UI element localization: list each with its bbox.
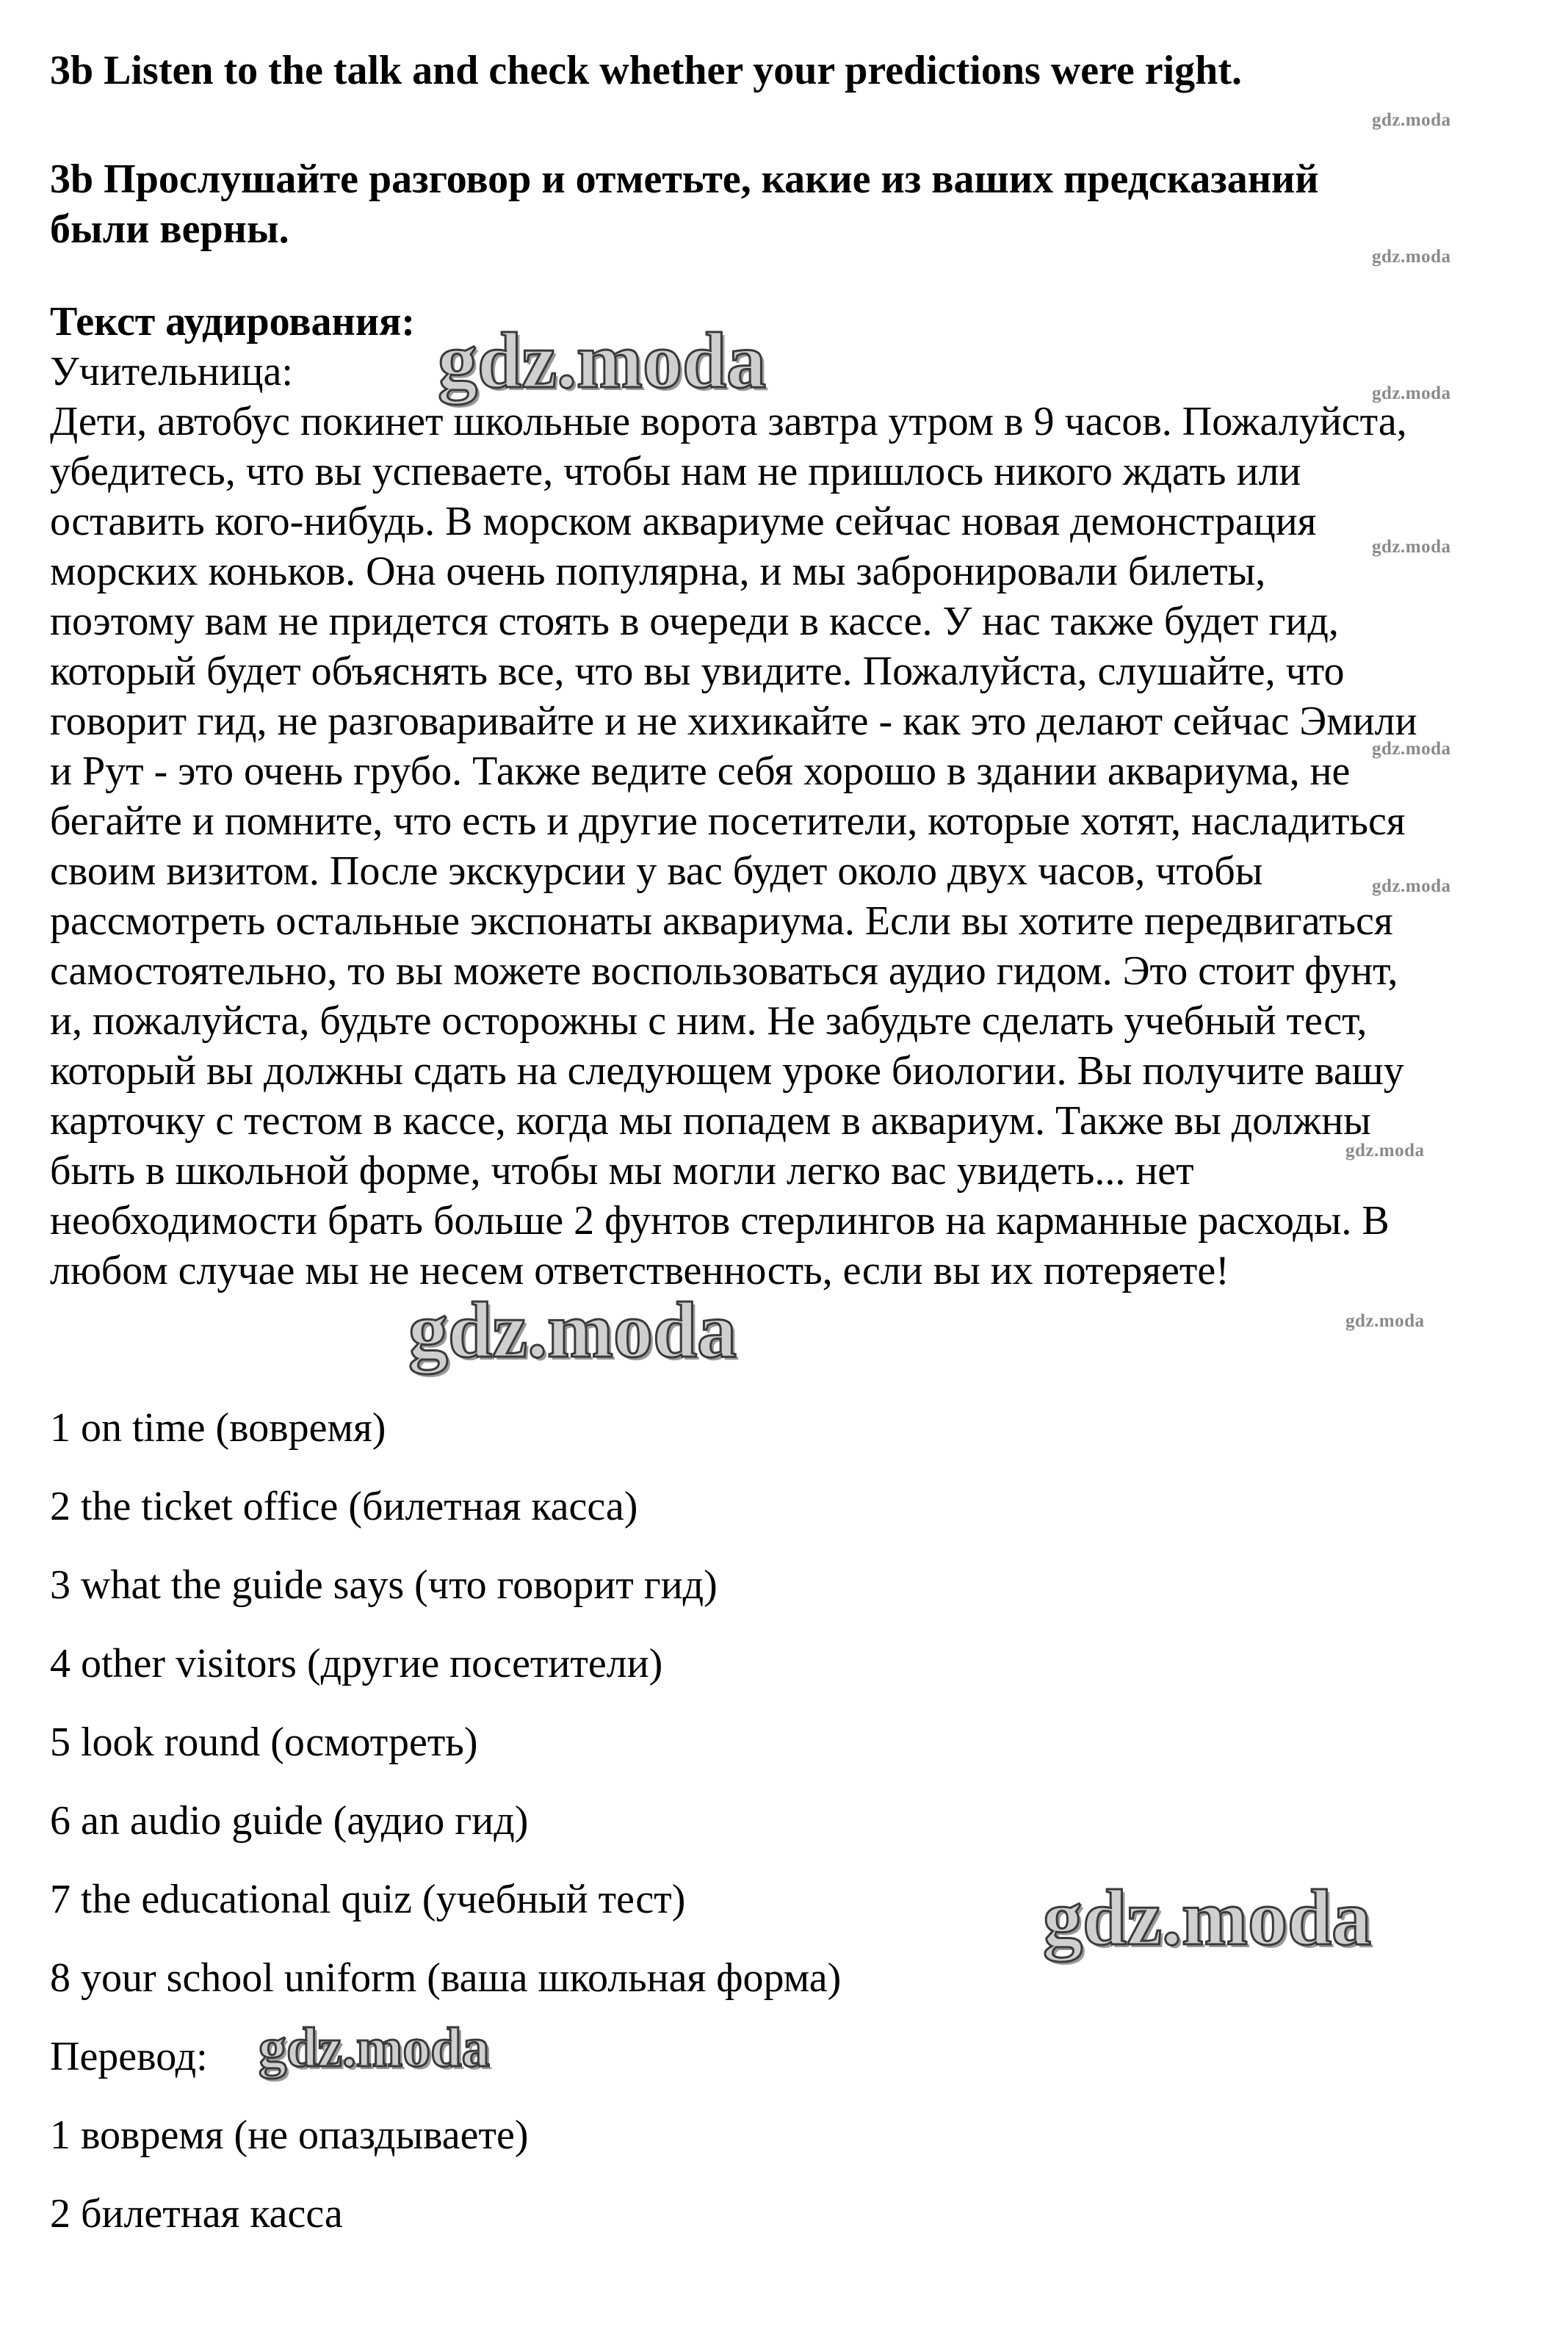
watermark-small: gdz.moda bbox=[1345, 1311, 1425, 1331]
watermark-large: gdz.moda bbox=[259, 2017, 490, 2079]
answer-item-2: 2 the ticket office (билетная касса) bbox=[50, 1484, 638, 1529]
heading-english: 3b Listen to the talk and check whether your predictions were right. bbox=[50, 48, 1242, 93]
answer-item-7: 7 the educational quiz (учебный тест) bbox=[50, 1877, 686, 1922]
transcript-line: бегайте и помните, что есть и другие посетители, которые хотят, насладиться bbox=[50, 798, 1406, 844]
translation-label: Перевод: bbox=[50, 2034, 208, 2079]
transcript-line: и Рут - это очень грубо. Также ведите себя хорошо в здании аквариума, не bbox=[50, 748, 1351, 794]
heading-russian-line-2: были верны. bbox=[50, 206, 289, 252]
translation-item-1: 1 вовремя (не опаздываете) bbox=[50, 2112, 529, 2158]
transcript-line: своим визитом. После экскурсии у вас будет около двух часов, чтобы bbox=[50, 848, 1263, 894]
translation-item-2: 2 билетная касса bbox=[50, 2191, 343, 2237]
watermark-large: gdz.moda bbox=[438, 317, 767, 405]
transcript-line: морских коньков. Она очень популярна, и мы забронировали билеты, bbox=[50, 549, 1266, 594]
transcript-line: и, пожалуйста, будьте осторожны с ним. Не забудьте сделать учебный тест, bbox=[50, 998, 1368, 1044]
transcript-line: говорит гид, не разговаривайте и не хихикайте - как это делают сейчас Эмили bbox=[50, 699, 1417, 744]
heading-russian-line-1: 3b Прослушайте разговор и отметьте, какие из ваших предсказаний bbox=[50, 156, 1319, 202]
answer-item-4: 4 other visitors (другие посетители) bbox=[50, 1641, 663, 1686]
watermark-small: gdz.moda bbox=[1345, 1141, 1425, 1161]
transcript-line: оставить кого-нибудь. В морском аквариуме сейчас новая демонстрация bbox=[50, 499, 1317, 544]
transcript-line: самостоятельно, то вы можете воспользоваться аудио гидом. Это стоит фунт, bbox=[50, 948, 1398, 994]
transcript-line: необходимости брать больше 2 фунтов стерлингов на карманные расходы. В bbox=[50, 1198, 1390, 1244]
transcript-line: поэтому вам не придется стоять в очереди в кассе. У нас также будет гид, bbox=[50, 599, 1339, 644]
watermark-small: gdz.moda bbox=[1372, 247, 1451, 267]
transcript-line: рассмотреть остальные экспонаты аквариума. Если вы хотите передвигаться bbox=[50, 898, 1393, 944]
transcript-line: убедитесь, что вы успеваете, чтобы нам не пришлось никого ждать или bbox=[50, 449, 1301, 494]
watermark-large: gdz.moda bbox=[1043, 1874, 1372, 1962]
watermark-small: gdz.moda bbox=[1372, 876, 1451, 896]
transcript-line: Дети, автобус покинет школьные ворота завтра утром в 9 часов. Пожалуйста, bbox=[50, 399, 1407, 444]
speaker-label: Учительница: bbox=[50, 349, 293, 394]
answer-item-8: 8 your school uniform (ваша школьная форма) bbox=[50, 1955, 842, 2001]
watermark-small: gdz.moda bbox=[1372, 383, 1451, 403]
transcript-line: любом случае мы не несем ответственность, если вы их потеряете! bbox=[50, 1248, 1229, 1293]
answer-item-6: 6 an audio guide (аудио гид) bbox=[50, 1798, 529, 1844]
transcript-line: который будет объяснять все, что вы увидите. Пожалуйста, слушайте, что bbox=[50, 649, 1345, 694]
transcript-body bbox=[50, 347, 1511, 1296]
transcript-title: Текст аудирования: bbox=[50, 299, 415, 344]
transcript-line: карточку с тестом в кассе, когда мы попадем в аквариум. Также вы должны bbox=[50, 1098, 1371, 1144]
watermark-small: gdz.moda bbox=[1372, 739, 1451, 759]
watermark-small: gdz.moda bbox=[1372, 110, 1451, 130]
answer-item-1: 1 on time (вовремя) bbox=[50, 1405, 386, 1451]
watermark-large: gdz.moda bbox=[408, 1287, 737, 1374]
answer-item-5: 5 look round (осмотреть) bbox=[50, 1719, 478, 1765]
answer-item-3: 3 what the guide says (что говорит гид) bbox=[50, 1562, 718, 1608]
transcript-line: который вы должны сдать на следующем уроке биологии. Вы получите вашу bbox=[50, 1048, 1404, 1094]
transcript-line: быть в школьной форме, чтобы мы могли легко вас увидеть... нет bbox=[50, 1148, 1194, 1194]
watermark-small: gdz.moda bbox=[1372, 537, 1451, 557]
